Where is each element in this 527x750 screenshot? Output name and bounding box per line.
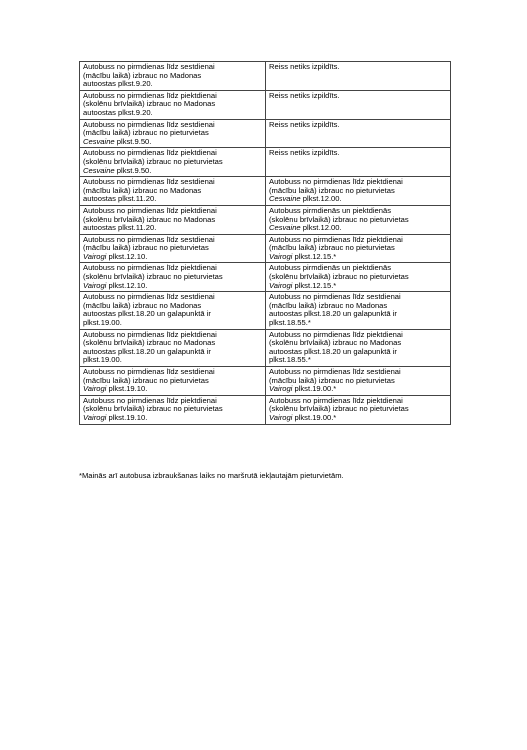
new-schedule-cell: Autobuss no pirmdienas līdz piektdienai (mācību laikā) izbrauc no pieturvietas Vairogi plkst.12.15.* (266, 234, 451, 263)
table-row (80, 263, 451, 292)
table-row (80, 329, 451, 366)
old-schedule-cell: Autobuss no pirmdienas līdz piektdienai (skolēnu brīvlaikā) izbrauc no pieturvietas Vairogi plkst.12.10. (80, 263, 266, 292)
old-schedule-cell: Autobuss no pirmdienas līdz piektdienai (skolēnu brīvlaikā) izbrauc no pieturvietas Vairogi plkst.19.10. (80, 395, 266, 424)
table-row (80, 234, 451, 263)
old-schedule-cell: Autobuss no pirmdienas līdz piektdienai (skolēnu brīvlaikā) izbrauc no Madonas autoostas plkst.9.20. (80, 90, 266, 119)
old-schedule-cell: Autobuss no pirmdienas līdz sestdienai (mācību laikā) izbrauc no pieturvietas Vairogi plkst.12.10. (80, 234, 266, 263)
table-row (80, 205, 451, 234)
old-schedule-cell: Autobuss no pirmdienas līdz piektdienai (skolēnu brīvlaikā) izbrauc no Madonas autoostas plkst.11.20. (80, 205, 266, 234)
table-row (80, 148, 451, 177)
table-row (80, 90, 451, 119)
table-row (80, 292, 451, 329)
old-schedule-cell: Autobuss no pirmdienas līdz piektdienai (skolēnu brīvlaikā) izbrauc no pieturvietas Cesvaine plkst.9.50. (80, 148, 266, 177)
old-schedule-cell: Autobuss no pirmdienas līdz sestdienai (mācību laikā) izbrauc no pieturvietas Cesvaine plkst.9.50. (80, 119, 266, 148)
new-schedule-cell: Reiss netiks izpildīts. (266, 148, 451, 177)
table-row (80, 62, 451, 91)
table-row (80, 367, 451, 396)
table-row (80, 395, 451, 424)
table-row (80, 119, 451, 148)
new-schedule-cell: Autobuss pirmdienās un piektdienās (skolēnu brīvlaikā) izbrauc no pieturvietas Vairogi plkst.12.15.* (266, 263, 451, 292)
new-schedule-cell: Autobuss pirmdienās un piektdienās (skolēnu brīvlaikā) izbrauc no pieturvietas Cesvaine plkst.12.00. (266, 205, 451, 234)
table-row (80, 177, 451, 206)
new-schedule-cell: Autobuss no pirmdienas līdz piektdienai (mācību laikā) izbrauc no pieturvietas Cesvaine plkst.12.00. (266, 177, 451, 206)
schedule-table (79, 61, 451, 425)
new-schedule-cell: Autobuss no pirmdienas līdz sestdienai (mācību laikā) izbrauc no pieturvietas Vairogi plkst.19.00.* (266, 367, 451, 396)
new-schedule-cell: Autobuss no pirmdienas līdz sestdienai (mācību laikā) izbrauc no Madonas autoostas plkst.18.20 un galapunktā ir plkst.18.55.* (266, 292, 451, 329)
old-schedule-cell: Autobuss no pirmdienas līdz sestdienai (mācību laikā) izbrauc no Madonas autoostas plkst.9.20. (80, 62, 266, 91)
old-schedule-cell: Autobuss no pirmdienas līdz sestdienai (mācību laikā) izbrauc no pieturvietas Vairogi plkst.19.10. (80, 367, 266, 396)
old-schedule-cell: Autobuss no pirmdienas līdz sestdienai (mācību laikā) izbrauc no Madonas autoostas plkst.18.20 un galapunktā ir plkst.19.00. (80, 292, 266, 329)
footnote: *Mainās arī autobusa izbraukšanas laiks no maršrutā iekļautajām pieturvietām. (79, 471, 344, 480)
new-schedule-cell: Reiss netiks izpildīts. (266, 62, 451, 91)
old-schedule-cell: Autobuss no pirmdienas līdz piektdienai (skolēnu brīvlaikā) izbrauc no Madonas autoostas plkst.18.20 un galapunktā ir plkst.19.00. (80, 329, 266, 366)
new-schedule-cell: Reiss netiks izpildīts. (266, 90, 451, 119)
new-schedule-cell: Reiss netiks izpildīts. (266, 119, 451, 148)
new-schedule-cell: Autobuss no pirmdienas līdz piektdienai (skolēnu brīvlaikā) izbrauc no Madonas autoostas plkst.18.20 un galapunktā ir plkst.18.55.* (266, 329, 451, 366)
old-schedule-cell: Autobuss no pirmdienas līdz sestdienai (mācību laikā) izbrauc no Madonas autoostas plkst.11.20. (80, 177, 266, 206)
new-schedule-cell: Autobuss no pirmdienas līdz piektdienai (skolēnu brīvlaikā) izbrauc no pieturvietas Vairogi plkst.19.00.* (266, 395, 451, 424)
